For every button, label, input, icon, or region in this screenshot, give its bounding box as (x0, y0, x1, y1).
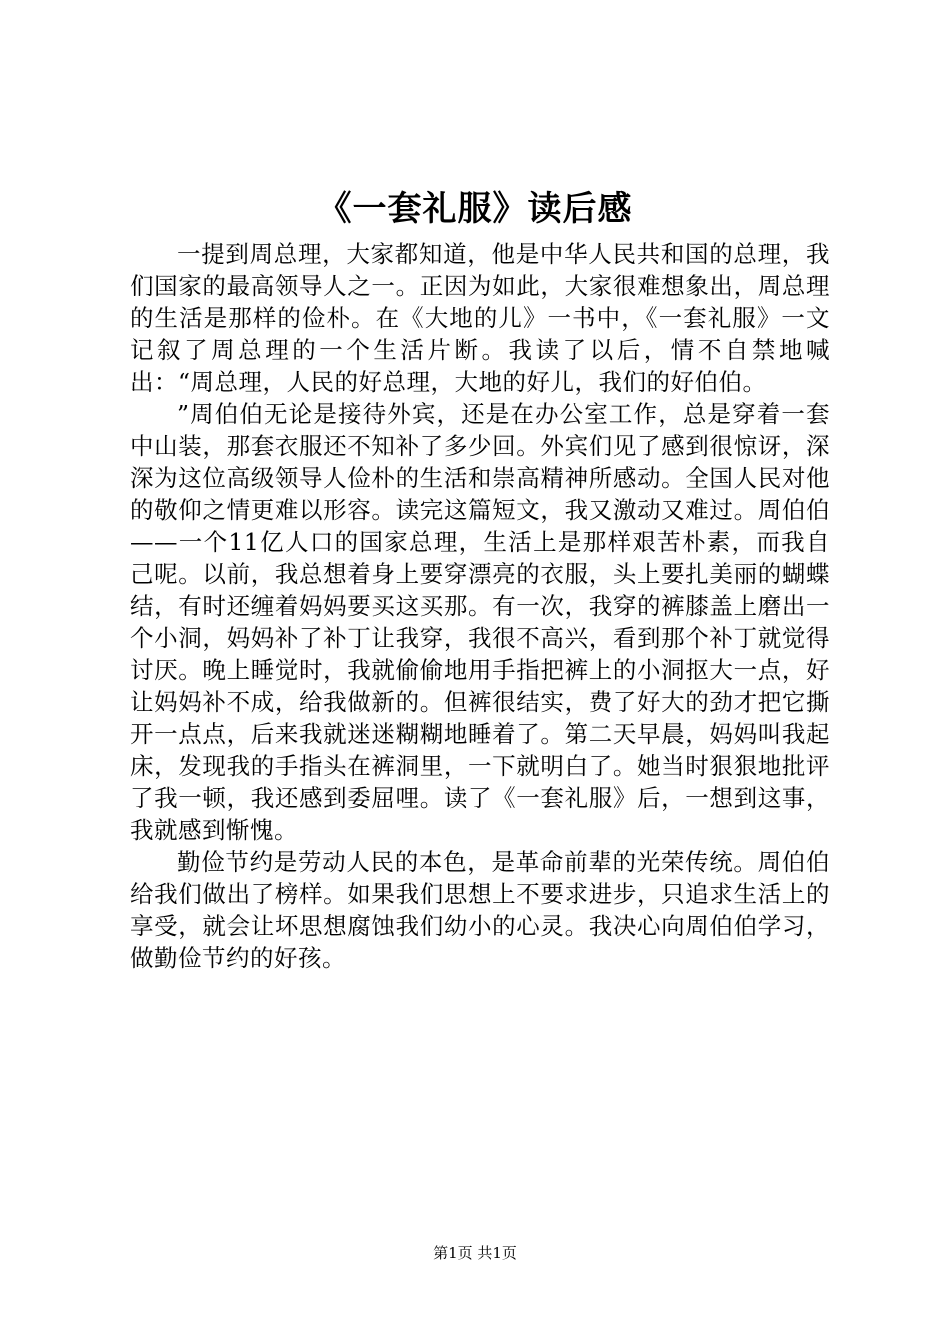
paragraph-1: 一提到周总理，大家都知道，他是中华人民共和国的总理，我们国家的最高领导人之一。正因为如此，大家很难想象出，周总理的生活是那样的俭朴。在《大地的儿》一书中，《一套礼服》一文记叙了周总理的一个生活片断。我读了以后，情不自禁地喊出：“周总理，人民的好总理，大地的好儿，我们的好伯伯。 (130, 240, 830, 396)
document-title: 《一套礼服》读后感 (317, 189, 633, 229)
paragraph-3: 勤俭节约是劳动人民的本色，是革命前辈的光荣传统。周伯伯给我们做出了榜样。如果我们思想上不要求进步，只追求生活上的享受，就会让坏思想腐蚀我们幼小的心灵。我决心向周伯伯学习，做勤俭节约的好孩。 (130, 848, 830, 972)
paragraph-2: ”周伯伯无论是接待外宾，还是在办公室工作，总是穿着一套中山装，那套衣服还不知补了多少回。外宾们见了感到很惊讶，深深为这位高级领导人俭朴的生活和崇高精神所感动。全国人民对他的敬仰之情更难以形容。读完这篇短文，我又激动又难过。周伯伯——一个11亿人口的国家总理，生活上是那样艰苦朴素，而我自己呢。以前，我总想着身上要穿漂亮的衣服，头上要扎美丽的蝴蝶结，有时还缠着妈妈要买这买那。有一次，我穿的裤膝盖上磨出一个小洞，妈妈补了补丁让我穿，我很不高兴，看到那个补丁就觉得讨厌。晚上睡觉时，我就偷偷地用手指把裤上的小洞抠大一点，好让妈妈补不成，给我做新的。但裤很结实，费了好大的劲才把它撕开一点点，后来我就迷迷糊糊地睡着了。第二天早晨，妈妈叫我起床，发现我的手指头在裤洞里，一下就明白了。她当时狠狠地批评了我一顿，我还感到委屈哩。读了《一套礼服》后，一想到这事，我就感到惭愧。 (130, 400, 830, 844)
page-footer: 第1页 共1页 (433, 1244, 517, 1262)
document-body (130, 238, 830, 974)
